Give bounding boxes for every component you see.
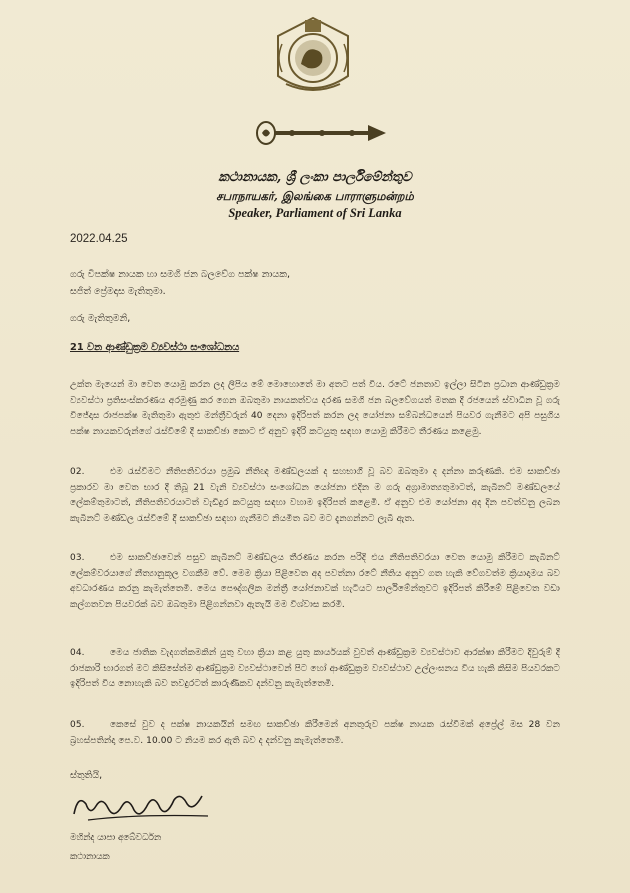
closing-line: ස්තුතියි, (70, 770, 103, 781)
paragraph-text: එම සාකච්ඡාවෙන් පසුව කැබිනට් මණ්ඩලය තීරණය කරන පරිදි එය නීතිපතිවරයා වෙත යොමු කිරීමට කැබිනට් ලේකම්වරයාගේ නීත්‍යානුකූල වගකීම වේ. මෙම ක්‍රියා පිළිවෙත අද පවත්නා රටේ නීතිය අනුව ගත හැකි වේගවත්ම ක්‍රියාදාමය බව අවධාරණය කරනු කැමැත්තෙමි. මෙය පෞද්ගලික මන්ත්‍රී යෝජනාවක් හැටියට පාර්ලිමේන්තුවට ඉදිරිපත් කිරීමේ පිළිවෙත වඩා කල්ගතවන පියවරක් බව ඔබතුමා පිළිගන්නවා ඇතැයි මම විශ්වාස කරමි. (70, 553, 560, 610)
paragraph-text: උක්ත මැයෙන් මා වෙත යොමු කරන ලද ලිපිය මේ මොහොතේ මා අතට පත් විය. රටේ ජනතාව ඉල්ලා සිටින ප්‍රධාන ආණ්ඩුක්‍රම ව්‍යවස්ථා ප්‍රතිසංස්කරණය අරමුණු කර ගෙන ඔබතුමා නායකත්වය දරණ සමගි ජන බලවේගයත් මතක දී රජයෙන් ස්වාධීන වූ ගරු විජේදාස රාජපක්ෂ මැතිතුමා ඇතුළු මන්ත්‍රීවරුන් 40 දෙනා ඉදිරිපත් කරන ලද යෝජනා සම්බන්ධයෙන් පියවර ගැනීමට අපි පසුගිය පක්ෂ නායකවරුන්ගේ රැස්වීමේ දී සාකච්ඡා කොට ඒ අනුව ඉදිරි කටයුතු සඳහා යොමු කිරීමට තීරණය කළෙමු. (70, 380, 560, 437)
paragraph-number: 05. (70, 720, 85, 730)
subject-heading: 21 වන ආණ්ඩුක්‍රම ව්‍යවස්ථා සංශෝධනය (70, 342, 240, 353)
paragraph-text: එම රැස්වීමට නීතිපතිවරයා ප්‍රමුඛ නීතිඥ මණ්ඩලයක් ද සහභාගී වූ බව ඔබතුමා ද දන්නා කරුණකි. එම සාකච්ඡා ප්‍රකාරව මා වෙත භාර දී තිබූ 21 වැනි ව්‍යවස්ථා සංශෝධන යෝජනා එදින ම ගරු අග්‍රාමාත්‍යතුමාටත්, කැබිනට් මණ්ඩලයේ ලේකම්තුමාටත්, නීතිපතිවරයාටත් වැඩිදුර කටයුතු සඳහා වහාම ඉදිරිපත් කළෙමි. ඒ අනුව එම යෝජනා අද දින පවත්වනු ලබන කැබිනට් මණ්ඩල රැස්වීමේ දී සාකච්ඡා සඳහා ගැනීමට නියමිත බව මට දැනගන්නට ලැබී ඇත. (70, 467, 560, 524)
letterhead-english: Speaker, Parliament of Sri Lanka (228, 206, 402, 220)
signer-title: කථානායක (70, 852, 110, 862)
paragraph (70, 718, 560, 749)
letterhead-tamil: சபாநாயகர், இலங்கை பாராளுமன்றம் (216, 189, 414, 203)
paragraph (70, 465, 560, 527)
addressee-block (70, 266, 290, 300)
letterhead-sinhala: කථානායක, ශ්‍රී ලංකා පාර්ලිමේන්තුව (218, 170, 412, 185)
signature-icon (68, 786, 218, 830)
paragraph-number: 04. (70, 648, 85, 658)
mace-icon (252, 118, 392, 148)
paragraph-text: මෙය ජාතික වැදගත්කමකින් යුතු වහා ක්‍රියා කළ යුතු කාර්යයක් වුවත් ආණ්ඩුක්‍රම ව්‍යවස්ථාව ආරක්ෂා කිරීමට දිවුරුම් දී රාජකාරි භාරගත් මට කිසිසේත්ම ආණ්ඩුක්‍රම ව්‍යවස්ථාවෙන් පිට හෝ ආණ්ඩුක්‍රම ව්‍යවස්ථාව උල්ලංඝනය විය හැකි කිසිම පියවරකට ඉදිරිපත් විය නොහැකි බව තවදුරටත් කාරුණිකව දන්වනු කැමැත්තෙමි. (70, 648, 560, 690)
letter-date: 2022.04.25 (70, 233, 128, 245)
addressee-line: ගරු විපක්ෂ නායක හා සමගි ජන බලවේග පක්ෂ නායක, (70, 269, 291, 280)
paragraph (70, 646, 560, 693)
parliament-emblem-icon (268, 14, 358, 100)
paragraph-text: කෙසේ වුව ද පක්ෂ නායකයින් සමඟ සාකච්ඡා කිරීමෙන් අනතුරුව පක්ෂ නායක රැස්වීමක් අප්‍රේල් මස 28 වන බ්‍රහස්පතින්දා පෙ.ව. 10.00 ට නියම කර ඇති බව ද දන්වනු කැමැත්තෙමි. (70, 720, 560, 746)
signer-name: මහින්ද යාපා අබේවර්ධන (70, 833, 161, 843)
paragraph (70, 551, 560, 613)
paragraph-number: 03. (70, 553, 85, 563)
paragraph (70, 378, 560, 440)
paragraph-number: 02. (70, 467, 85, 477)
salutation: ගරු මැතිතුමනි, (70, 313, 131, 324)
addressee-line: සජිත් ප්‍රේමදාස මැතිතුමා. (70, 286, 166, 297)
